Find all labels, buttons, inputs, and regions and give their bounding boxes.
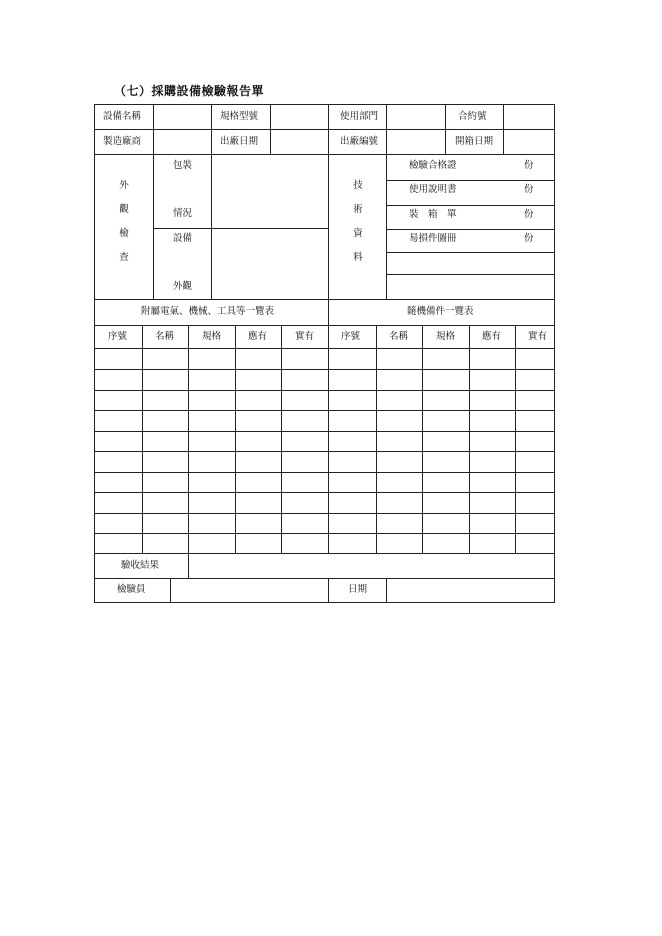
column-header: 規格 — [202, 331, 222, 342]
col-divider — [188, 325, 189, 553]
row-divider — [95, 578, 554, 579]
acceptance-result-label: 驗收結果 — [121, 560, 160, 571]
appearance-section-char: 查 — [119, 252, 129, 263]
col-divider — [188, 553, 189, 578]
col-divider — [235, 325, 236, 553]
column-header: 應有 — [248, 331, 268, 342]
column-header: 序號 — [341, 331, 361, 342]
col-divider — [170, 578, 171, 602]
col-divider — [469, 325, 470, 553]
row-divider — [95, 513, 554, 514]
spare-parts-list-title: 隨機備件一覽表 — [407, 306, 474, 317]
inspection-report-form — [94, 104, 555, 603]
row-divider — [153, 228, 328, 229]
row-divider — [95, 154, 554, 155]
column-header: 應有 — [482, 331, 502, 342]
row-divider — [386, 252, 554, 253]
tech-item-label: 易損件圖冊 — [409, 233, 457, 244]
row-divider — [95, 369, 554, 370]
tech-item-unit: 份 — [524, 160, 534, 171]
column-header: 序號 — [108, 331, 128, 342]
col-divider — [503, 105, 504, 154]
packaging-label: 情況 — [173, 208, 193, 219]
equipment-appearance-label: 外觀 — [173, 281, 193, 292]
tech-item-label: 檢驗合格證 — [409, 160, 457, 171]
row-divider — [95, 129, 554, 130]
col-divider — [211, 154, 212, 299]
col-divider — [142, 325, 143, 553]
row-divider — [95, 553, 554, 554]
row-divider — [95, 431, 554, 432]
row-divider — [95, 299, 554, 300]
factory-serial-label: 出廠編號 — [340, 136, 379, 147]
row-divider — [386, 274, 554, 275]
using-department-label: 使用部門 — [340, 111, 379, 122]
tech-item-label: 裝 箱 單 — [409, 209, 457, 220]
technical-section-char: 術 — [353, 204, 363, 215]
row-divider — [95, 410, 554, 411]
row-divider — [95, 472, 554, 473]
col-divider — [153, 154, 154, 299]
technical-section-char: 技 — [353, 180, 363, 191]
equipment-name-label: 設備名稱 — [103, 111, 142, 122]
tech-item-unit: 份 — [524, 209, 534, 220]
technical-section-char: 料 — [353, 252, 363, 263]
row-divider — [95, 451, 554, 452]
col-divider — [515, 325, 516, 553]
manufacturer-label: 製造廠商 — [103, 136, 142, 147]
row-divider — [95, 390, 554, 391]
col-divider — [328, 325, 329, 553]
row-divider — [386, 229, 554, 230]
col-divider — [422, 325, 423, 553]
col-divider — [328, 154, 329, 325]
row-divider — [95, 533, 554, 534]
col-divider — [386, 578, 387, 602]
appearance-section-char: 外 — [119, 180, 129, 191]
row-divider — [95, 325, 554, 326]
col-divider — [281, 325, 282, 553]
appearance-section-char: 觀 — [119, 204, 129, 215]
column-header: 規格 — [436, 331, 456, 342]
unpacking-date-label: 開箱日期 — [455, 136, 494, 147]
col-divider — [386, 154, 387, 299]
col-divider — [376, 325, 377, 553]
column-header: 名稱 — [389, 331, 409, 342]
inspector-label: 檢驗員 — [117, 584, 146, 595]
page-title: （七）採購設備檢驗報告單 — [114, 84, 265, 98]
col-divider — [445, 105, 446, 154]
col-divider — [328, 105, 329, 154]
row-divider — [386, 180, 554, 181]
col-divider — [270, 105, 271, 154]
equipment-appearance-label: 設備 — [173, 233, 193, 244]
column-header: 實有 — [528, 331, 548, 342]
row-divider — [95, 348, 554, 349]
tech-item-unit: 份 — [524, 184, 534, 195]
col-divider — [386, 105, 387, 154]
row-divider — [95, 492, 554, 493]
col-divider — [328, 578, 329, 602]
column-header: 名稱 — [155, 331, 175, 342]
factory-date-label: 出廠日期 — [220, 136, 259, 147]
spec-model-label: 規格型號 — [220, 111, 259, 122]
contract-number-label: 合約號 — [458, 111, 487, 122]
tech-item-unit: 份 — [524, 233, 534, 244]
accessories-list-title: 附屬電氣、機械、工具等一覽表 — [141, 306, 275, 317]
date-label: 日期 — [348, 584, 368, 595]
technical-section-char: 資 — [353, 228, 363, 239]
col-divider — [211, 105, 212, 154]
row-divider — [386, 205, 554, 206]
col-divider — [153, 105, 154, 154]
tech-item-label: 使用說明書 — [409, 184, 457, 195]
appearance-section-char: 檢 — [119, 228, 129, 239]
column-header: 實有 — [295, 331, 315, 342]
packaging-label: 包裝 — [173, 160, 193, 171]
